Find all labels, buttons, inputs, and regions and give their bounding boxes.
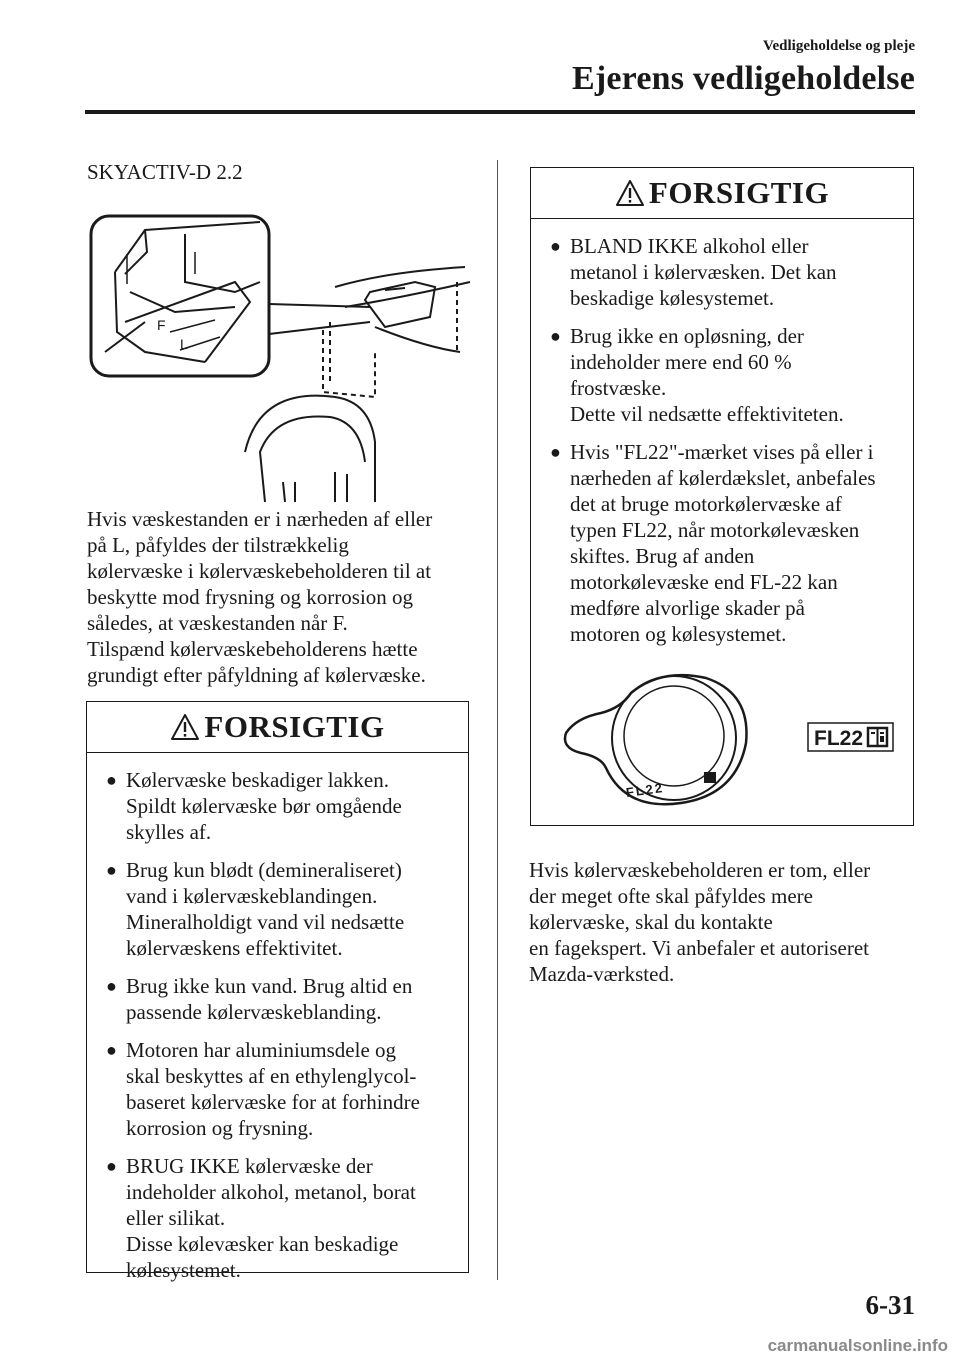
bullet-icon: ●	[106, 976, 117, 996]
bullet-icon: ●	[106, 770, 117, 790]
radiator-cap-illustration	[556, 673, 896, 813]
caution-list	[531, 233, 913, 647]
warning-triangle-icon	[615, 179, 645, 207]
caution-title: FORSIGTIG	[648, 175, 830, 210]
list-item: ● BLAND IKKE alkohol eller metanol i kølervæsken. Det kan beskadige kølesystemet.	[550, 234, 837, 310]
bullet-icon: ●	[550, 236, 561, 256]
left-paragraph: Hvis væskestanden er i nærheden af eller på L, påfyldes der tilstrækkelig kølervæske i kølervæskebeholderen til at beskytte mod frysning og korrosion og således, at væskestanden når F. Tilspænd kølervæskebeholderens hætte grundigt efter påfyldning af kølervæske.	[87, 507, 433, 687]
watermark: carmanualsonline.info	[767, 1336, 948, 1355]
fl22-badge-label: FL22	[814, 727, 864, 750]
manual-book-icon	[868, 728, 887, 746]
list-item: ● Hvis "FL22"-mærket vises på eller i nærheden af kølerdækslet, anbefales det at bruge motorkølervæske af typen FL22, når motorkølevæsken skiftes. Brug af anden motorkølevæske end FL-22 kan medføre alvorlige skader på motoren og kølesystemet.	[550, 440, 876, 646]
list-item: ● Brug ikke kun vand. Brug altid en passende kølervæskeblanding.	[106, 974, 413, 1024]
warning-triangle-icon	[170, 713, 200, 741]
cap-fl22-label: FL22	[624, 779, 665, 801]
caution-box-right	[530, 167, 914, 826]
bullet-icon: ●	[106, 1156, 117, 1176]
level-mark-l: L	[180, 336, 188, 352]
level-mark-f: F	[157, 317, 166, 333]
header-rule	[85, 110, 915, 114]
column-divider	[497, 160, 498, 1280]
page-title: Ejerens vedligeholdelse	[571, 60, 915, 97]
bullet-icon: ●	[106, 1040, 117, 1060]
list-item: ● Kølervæske beskadiger lakken. Spildt kølervæske bør omgående skylles af.	[106, 768, 402, 844]
bullet-icon: ●	[550, 326, 561, 346]
right-paragraph: Hvis kølervæskebeholderen er tom, eller der meget ofte skal påfyldes mere kølervæske, skal du kontakte en fagekspert. Vi anbefaler et autoriseret Mazda-værksted.	[529, 858, 871, 986]
list-item: ● Motoren har aluminiumsdele og skal beskyttes af en ethylenglycol- baseret kølervæske for at forhindre korrosion og frysning.	[106, 1038, 420, 1140]
running-header-section: Vedligeholdelse og pleje	[763, 38, 915, 54]
section-title: SKYACTIV-D 2.2	[87, 160, 243, 184]
bullet-icon: ●	[106, 860, 117, 880]
coolant-reservoir-illustration	[85, 212, 475, 502]
page-number: 6-31	[865, 1290, 915, 1320]
list-item: ● Brug kun blødt (demineraliseret) vand i kølervæskeblandingen. Mineralholdigt vand vil nedsætte kølervæskens effektivitet.	[106, 858, 405, 960]
list-item: ● BRUG IKKE kølervæske der indeholder alkohol, metanol, borat eller silikat. Disse kølevæsker kan beskadige kølesystemet.	[106, 1154, 416, 1282]
bullet-icon: ●	[550, 442, 561, 462]
caution-header	[531, 168, 913, 219]
manual-book-icon	[704, 772, 716, 783]
caution-box-left	[86, 701, 469, 1282]
caution-header	[87, 702, 468, 753]
caution-list	[87, 767, 468, 1283]
caution-title: FORSIGTIG	[204, 709, 385, 744]
list-item: ● Brug ikke en opløsning, der indeholder mere end 60 % frostvæske. Dette vil nedsætte effektiviteten.	[550, 324, 844, 426]
